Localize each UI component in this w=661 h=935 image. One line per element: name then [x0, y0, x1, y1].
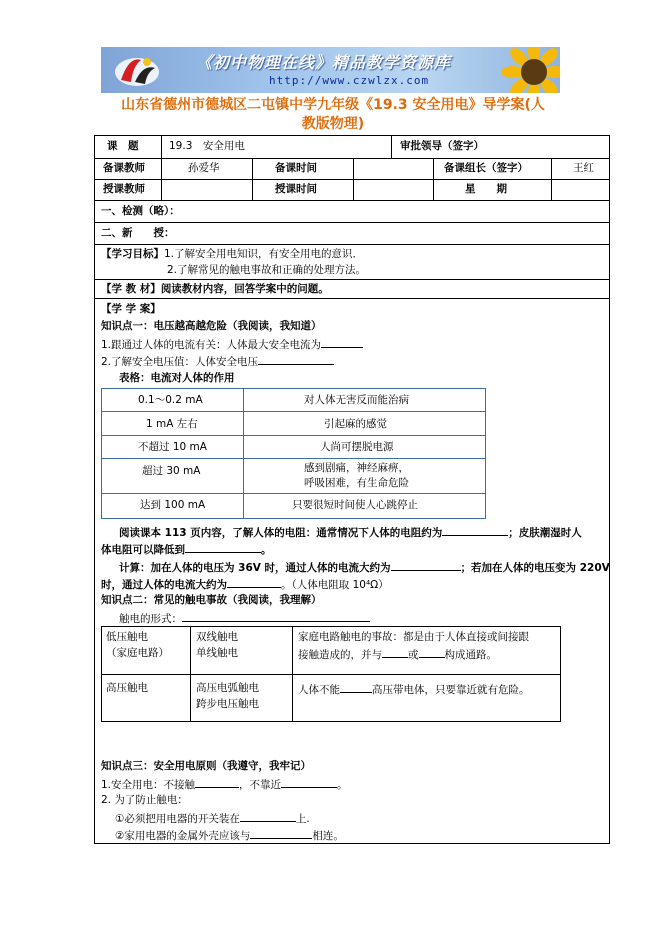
weekday-label: 星 期: [465, 183, 507, 195]
header-banner: [101, 47, 560, 93]
section-check: 一、检测（略）：: [101, 205, 180, 217]
learning-goals: 【学习目标】1.了解安全用电知识，有安全用电的意识．: [101, 248, 364, 260]
low-voltage-kind-1: 双线触电: [196, 631, 238, 643]
resistance-reading-line-2: 体电阻可以降低到 。: [101, 544, 272, 556]
shock-types-table: [101, 626, 561, 722]
current-cell: 超过 30 mA: [142, 465, 201, 477]
lesson-plan-table: [94, 135, 610, 844]
k3-question-2-item-2: ②家用电器的金属外壳应该与 相连。: [115, 830, 344, 842]
table-caption: 表格：电流对人体的作用: [119, 372, 235, 384]
resistance-reading-line-1: 阅读课本 113 页内容，了解人体的电阻：通常情况下人体的电阻约为 ；皮肤潮湿时人: [119, 527, 582, 539]
teacher-value: 孙爱华: [188, 162, 220, 174]
banner-title: 《初中物理在线》精品教学资源库: [196, 53, 452, 72]
current-cell: 不超过 10 mA: [138, 441, 207, 453]
k1-question-1: 1.跟通过人体的电流有关：人体最大安全电流为: [101, 337, 363, 352]
document-title: 山东省德州市德城区二屯镇中学九年级《19.3 安全用电》导学案(人 教版物理): [121, 97, 545, 132]
calculation-line-2: 时，通过人体的电流大约为 。（人体电阻取 10⁴Ω）: [101, 579, 389, 591]
effect-cell: 只要很短时间使人心跳停止: [292, 499, 418, 511]
shock-forms-label: 触电的形式：: [119, 611, 370, 626]
study-materials: 【学 教 材】阅读教材内容，回答学案中的问题。: [101, 283, 329, 295]
lecturer-label: 授课教师: [103, 183, 145, 195]
section-new: 二、新 授：: [101, 227, 175, 239]
learning-goal-2: 2.了解常见的触电事故和正确的处理方法。: [167, 264, 367, 276]
high-voltage-kind-2: 跨步电压触电: [196, 698, 259, 710]
teacher-label: 备课教师: [103, 162, 145, 174]
k3-question-1: 1.安全用电：不接触 ，不靠近 。: [101, 779, 348, 791]
lecture-time-label: 授课时间: [275, 183, 317, 195]
current-cell: 1 mA 左右: [146, 418, 198, 430]
low-voltage-description: 家庭电路触电的事故：都是由于人体直接或间接跟: [298, 631, 529, 643]
k3-question-2-item-1: ①必须把用电器的开关装在 上.: [115, 813, 310, 825]
low-voltage-type: 低压触电: [106, 631, 148, 643]
banner-url[interactable]: http://www.czwlzx.com: [269, 74, 430, 87]
calculation-line-1: 计算：加在人体的电压为 36V 时，通过人体的电流大约为 ；若加在人体的电压变为 220V: [119, 562, 610, 574]
prep-time-label: 备课时间: [275, 162, 317, 174]
low-voltage-subtitle: （家庭电路）: [106, 647, 169, 659]
study-plan-label: 【学 学 案】: [101, 303, 161, 315]
course-value: 19.3 安全用电: [169, 140, 245, 152]
knowledge-point-1-title: 知识点一：电压越高越危险（我阅读，我知道）: [101, 320, 322, 332]
approver-label: 审批领导（签字）: [400, 140, 484, 152]
group-leader-label: 备课组长（签字）: [444, 162, 528, 174]
low-voltage-description-2: 接触造成的，并与 或 构成通路。: [298, 649, 497, 661]
low-voltage-kind-2: 单线触电: [196, 647, 238, 659]
effect-cell: 对人体无害反而能治病: [304, 394, 409, 406]
high-voltage-kind-1: 高压电弧触电: [196, 682, 259, 694]
effect-cell: 人尚可摆脱电源: [320, 441, 394, 453]
k1-question-2: 2.了解安全电压值：人体安全电压: [101, 354, 334, 369]
effect-cell: 感到剧痛，神经麻痹，: [304, 462, 409, 474]
k3-question-2: 2. 为了防止触电：: [101, 794, 188, 806]
high-voltage-type: 高压触电: [106, 682, 148, 694]
sunflower-icon: [499, 47, 560, 93]
knowledge-point-2-title: 知识点二：常见的触电事故（我阅读，我理解）: [101, 594, 322, 606]
group-leader-value: 王红: [573, 162, 594, 174]
effect-cell: 引起麻的感觉: [324, 418, 387, 430]
current-cell: 达到 100 mA: [140, 499, 206, 511]
current-cell: 0.1～0.2 mA: [138, 394, 203, 406]
course-label: 课 题: [107, 140, 139, 152]
site-logo-icon: [107, 50, 167, 90]
knowledge-point-3-title: 知识点三：安全用电原则（我遵守，我牢记）: [101, 760, 311, 772]
effect-cell-line-2: 呼吸困难，有生命危险: [304, 477, 409, 489]
current-effects-table: [101, 388, 486, 519]
high-voltage-description: 人体不能 高压带电体，只要靠近就有危险。: [298, 684, 530, 696]
